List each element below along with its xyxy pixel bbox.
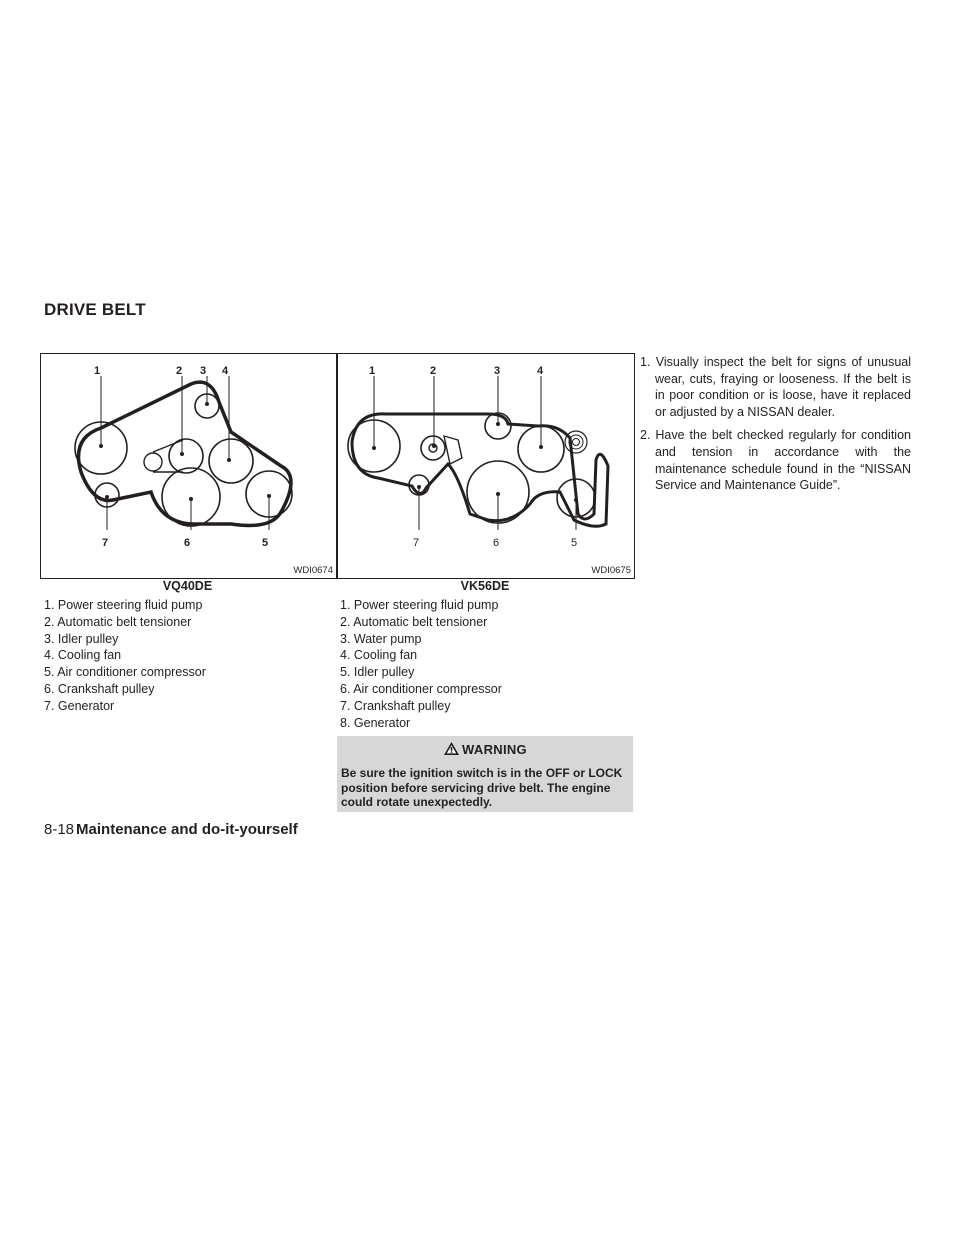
callout-4: 4 (221, 365, 229, 377)
list-item: 7. Crankshaft pulley (340, 698, 451, 713)
belt-routing-svg-vq40de (41, 354, 336, 578)
figure-caption-vk56de: VK56DE (460, 579, 510, 593)
pulley-tensioner (421, 436, 445, 460)
inspection-steps (640, 354, 911, 501)
tensioner-arm (153, 440, 183, 472)
warning-title: WARNING (462, 742, 527, 757)
list-item: 2. Automatic belt tensioner (340, 614, 488, 629)
pulley-tensioner-bracket (144, 453, 162, 471)
pulley-cooling-fan (209, 439, 253, 483)
list-item: 4. Cooling fan (340, 648, 418, 663)
page-footer (44, 821, 298, 838)
figure-code: WDI0675 (591, 565, 631, 576)
tensioner-bracket (444, 436, 462, 464)
list-item: 2. Automatic belt tensioner (44, 614, 192, 629)
parts-list-vq40de (44, 597, 206, 715)
list-item: 3. Water pump (340, 631, 422, 646)
list-item: 1. Power steering fluid pump (340, 598, 499, 612)
list-item: 6. Crankshaft pulley (44, 681, 155, 696)
belt-diagram-vq40de (40, 353, 337, 579)
belt-routing-svg-vk56de (338, 354, 634, 578)
list-item: 2. Have the belt checked regularly for condition and tension in accordance with the maintenance schedule found in the “NISSAN Service and Maintenance Guide”. (640, 428, 911, 493)
callout-6: 6 (183, 537, 191, 549)
leader-lines (374, 376, 576, 530)
list-item: 6. Air conditioner compressor (340, 681, 502, 696)
list-item: 5. Idler pulley (340, 665, 415, 680)
list-item: 1. Visually inspect the belt for signs of unusual wear, cuts, fraying or looseness. If the belt is in poor condition or is loose, have it replaced or adjusted by a NISSAN dealer. (640, 355, 911, 419)
leader-dots (372, 422, 578, 502)
callout-7: 7 (101, 537, 109, 549)
figure-code: WDI0674 (293, 565, 333, 576)
list-item: 8. Generator (340, 715, 411, 730)
callout-5: 5 (570, 537, 578, 549)
list-item: 1. Power steering fluid pump (44, 598, 203, 612)
callout-4: 4 (536, 365, 544, 377)
pulley-idler-spiral (565, 431, 587, 453)
warning-box (337, 736, 633, 812)
drive-belt (352, 414, 608, 526)
drive-belt (79, 382, 292, 525)
callout-1: 1 (93, 365, 101, 377)
callout-2: 2 (429, 365, 437, 377)
chapter-title: Maintenance and do-it-yourself (76, 821, 298, 838)
callout-5: 5 (261, 537, 269, 549)
callout-1: 1 (368, 365, 376, 377)
parts-list-vk56de (340, 597, 502, 731)
callout-3: 3 (493, 365, 501, 377)
section-title: DRIVE BELT (44, 300, 146, 319)
belt-diagram-vk56de (337, 353, 635, 579)
list-item: 7. Generator (44, 698, 115, 713)
list-item: 3. Idler pulley (44, 631, 119, 646)
figure-caption-vq40de: VQ40DE (162, 579, 213, 593)
list-item: 4. Cooling fan (44, 648, 122, 663)
list-item: 5. Air conditioner compressor (44, 665, 206, 680)
callout-6: 6 (492, 537, 500, 549)
warning-triangle-icon (443, 741, 460, 756)
callout-7: 7 (412, 537, 420, 549)
callout-3: 3 (199, 365, 207, 377)
page-number: 8-18 (44, 821, 75, 838)
warning-heading (337, 741, 633, 757)
warning-text: Be sure the ignition switch is in the OFF or LOCK position before servicing drive belt. The engine could rotate unexpectedly. (341, 766, 623, 809)
callout-2: 2 (175, 365, 183, 377)
